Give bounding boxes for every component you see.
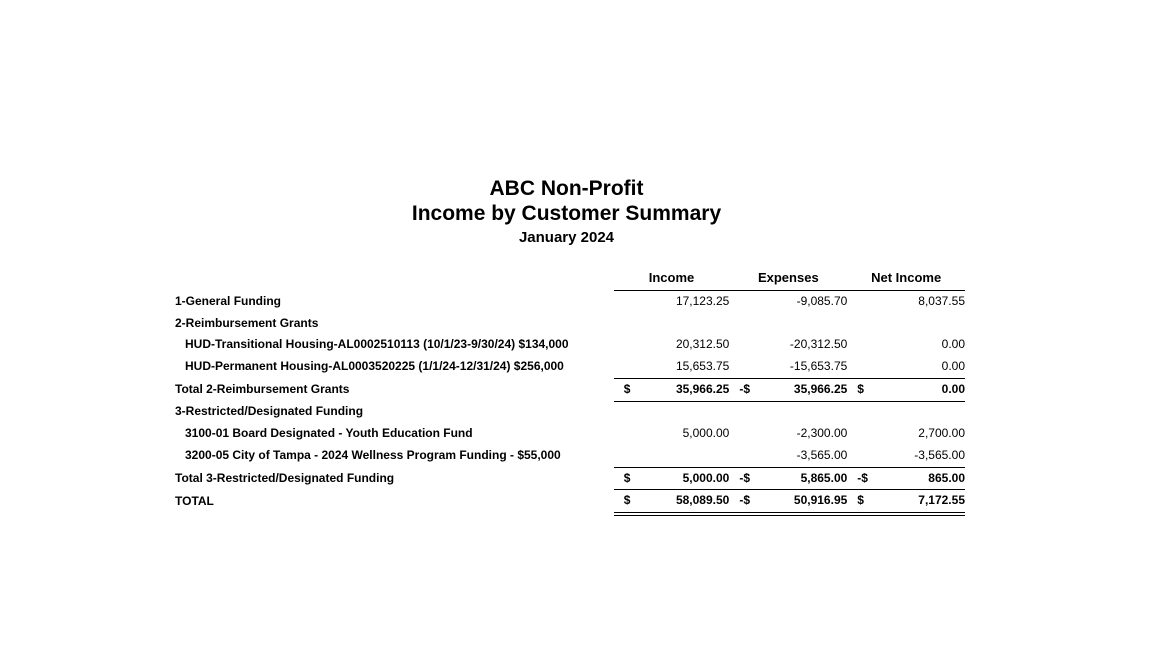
table-row [170, 356, 965, 378]
income-value: 5,000.00 [682, 426, 730, 441]
label-column-header [170, 266, 614, 291]
income-summary-table [170, 266, 965, 516]
table-row [170, 334, 965, 356]
row-label: HUD-Transitional Housing-AL0002510113 (10/1/23-9/30/24) $134,000 [185, 337, 569, 352]
section-label: 3-Restricted/Designated Funding [175, 404, 364, 419]
expenses-currency-symbol: -$ [729, 378, 759, 401]
report-header [0, 176, 1133, 249]
table-row [170, 445, 965, 467]
net-income-value: 2,700.00 [918, 426, 965, 441]
row-label: TOTAL [175, 494, 214, 509]
table-row [170, 423, 965, 445]
income-value: 20,312.50 [675, 337, 730, 352]
row-label: 1-General Funding [175, 293, 282, 308]
table-row [170, 291, 965, 313]
net-income-value: 0.00 [877, 378, 965, 401]
income-value: 17,123.25 [675, 294, 730, 308]
expenses-value: 50,916.95 [759, 490, 847, 514]
subtotal-row [170, 467, 965, 490]
income-value: 58,089.50 [641, 490, 729, 514]
row-label: 3100-01 Board Designated - Youth Education Fund [185, 426, 473, 441]
grand-total-row [170, 490, 965, 514]
report-period: January 2024 [518, 229, 615, 246]
net-income-value: 7,172.55 [877, 490, 965, 514]
income-value: 15,653.75 [675, 359, 730, 374]
expenses-value: -20,312.50 [789, 337, 848, 352]
company-name: ABC Non-Profit [489, 177, 644, 200]
column-header-row [170, 266, 965, 291]
subtotal-row [170, 378, 965, 401]
net-income-currency-symbol: $ [847, 490, 877, 514]
net-income-value: 0.00 [941, 359, 965, 374]
row-label: HUD-Permanent Housing-AL0003520225 (1/1/24-12/31/24) $256,000 [185, 359, 564, 374]
expenses-value: -2,300.00 [796, 426, 848, 441]
section-label: 2-Reimbursement Grants [175, 315, 319, 330]
section-header-row [170, 401, 965, 423]
net-income-value: 8,037.55 [918, 294, 965, 308]
net-income-value: 865.00 [877, 467, 965, 490]
income-value: 35,966.25 [641, 378, 729, 401]
expenses-value: -3,565.00 [796, 447, 848, 462]
net-income-value: 0.00 [941, 337, 965, 352]
expenses-column-header: Expenses [729, 266, 847, 291]
expenses-value: -15,653.75 [789, 359, 848, 374]
net-income-currency-symbol: -$ [847, 467, 877, 490]
row-label: Total 2-Reimbursement Grants [175, 381, 350, 396]
row-label: Total 3-Restricted/Designated Funding [175, 470, 395, 485]
expenses-value: 35,966.25 [759, 378, 847, 401]
expenses-value: 5,865.00 [759, 467, 847, 490]
report-title: Income by Customer Summary [411, 202, 722, 225]
net-income-currency-symbol: $ [847, 378, 877, 401]
section-header-row [170, 313, 965, 335]
income-value: 5,000.00 [641, 467, 729, 490]
row-label: 3200-05 City of Tampa - 2024 Wellness Program Funding - $55,000 [185, 448, 561, 463]
income-column-header: Income [614, 266, 730, 291]
expenses-currency-symbol: -$ [729, 467, 759, 490]
net-income-value: -3,565.00 [914, 447, 965, 462]
expenses-value: -9,085.70 [796, 294, 848, 308]
income-currency-symbol: $ [614, 467, 641, 490]
income-currency-symbol: $ [614, 378, 641, 401]
income-value [641, 445, 729, 467]
expenses-currency-symbol: -$ [729, 490, 759, 514]
net-income-column-header: Net Income [847, 266, 965, 291]
income-currency-symbol: $ [614, 490, 641, 514]
